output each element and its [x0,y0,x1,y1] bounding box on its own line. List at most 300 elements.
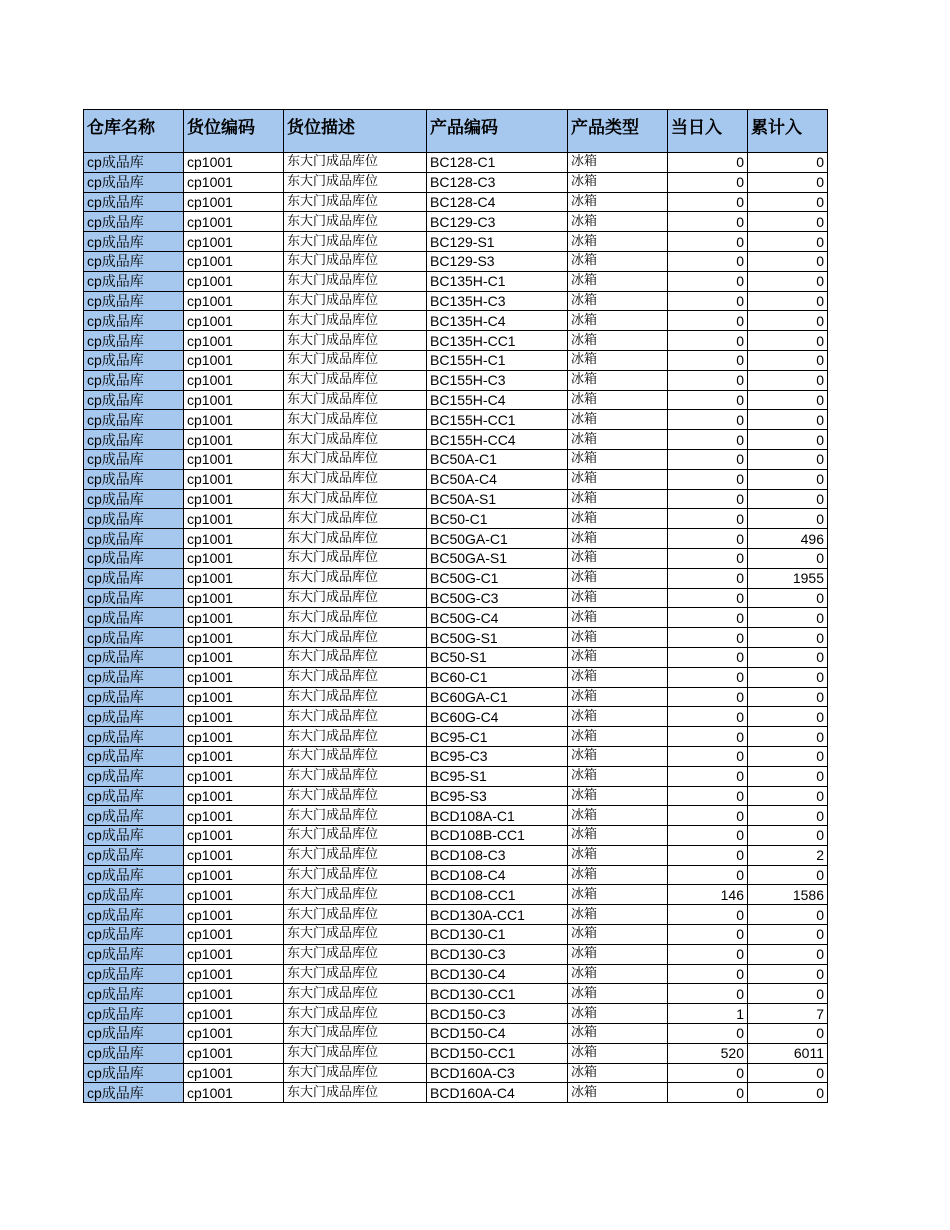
product-code-cell[interactable]: BC50A-S1 [427,489,568,509]
cumulative-in-cell[interactable]: 0 [748,1083,828,1103]
warehouse-name-cell[interactable]: cp成品库 [84,172,184,192]
warehouse-name-cell[interactable]: cp成品库 [84,153,184,173]
location-desc-cell[interactable]: 东大门成品库位 [284,350,427,370]
location-desc-cell[interactable]: 东大门成品库位 [284,469,427,489]
product-type-cell[interactable]: 冰箱 [568,449,668,469]
warehouse-name-cell[interactable]: cp成品库 [84,1004,184,1024]
warehouse-name-cell[interactable]: cp成品库 [84,529,184,549]
location-code-cell[interactable]: cp1001 [184,667,284,687]
cumulative-in-cell[interactable]: 0 [748,925,828,945]
cumulative-in-cell[interactable]: 0 [748,628,828,648]
location-desc-cell[interactable]: 东大门成品库位 [284,529,427,549]
location-code-cell[interactable]: cp1001 [184,548,284,568]
daily-in-cell[interactable]: 0 [668,628,748,648]
product-type-cell[interactable]: 冰箱 [568,271,668,291]
cumulative-in-cell[interactable]: 0 [748,430,828,450]
product-code-cell[interactable]: BC155H-C4 [427,390,568,410]
cumulative-in-cell[interactable]: 0 [748,786,828,806]
daily-in-cell[interactable]: 0 [668,707,748,727]
product-code-cell[interactable]: BC95-S3 [427,786,568,806]
product-type-cell[interactable]: 冰箱 [568,925,668,945]
daily-in-cell[interactable]: 0 [668,489,748,509]
warehouse-name-cell[interactable]: cp成品库 [84,350,184,370]
warehouse-name-cell[interactable]: cp成品库 [84,667,184,687]
product-type-cell[interactable]: 冰箱 [568,944,668,964]
location-desc-cell[interactable]: 东大门成品库位 [284,984,427,1004]
header-product-type[interactable]: 产品类型 [568,110,668,153]
location-desc-cell[interactable]: 东大门成品库位 [284,766,427,786]
product-type-cell[interactable]: 冰箱 [568,529,668,549]
location-desc-cell[interactable]: 东大门成品库位 [284,746,427,766]
warehouse-name-cell[interactable]: cp成品库 [84,984,184,1004]
header-location-code[interactable]: 货位编码 [184,110,284,153]
cumulative-in-cell[interactable]: 0 [748,1024,828,1044]
daily-in-cell[interactable]: 0 [668,370,748,390]
location-desc-cell[interactable]: 东大门成品库位 [284,806,427,826]
location-desc-cell[interactable]: 东大门成品库位 [284,232,427,252]
location-code-cell[interactable]: cp1001 [184,608,284,628]
cumulative-in-cell[interactable]: 0 [748,370,828,390]
cumulative-in-cell[interactable]: 0 [748,232,828,252]
warehouse-name-cell[interactable]: cp成品库 [84,746,184,766]
product-type-cell[interactable]: 冰箱 [568,647,668,667]
location-desc-cell[interactable]: 东大门成品库位 [284,944,427,964]
warehouse-name-cell[interactable]: cp成品库 [84,509,184,529]
cumulative-in-cell[interactable]: 0 [748,172,828,192]
location-code-cell[interactable]: cp1001 [184,964,284,984]
product-type-cell[interactable]: 冰箱 [568,311,668,331]
location-desc-cell[interactable]: 东大门成品库位 [284,311,427,331]
warehouse-name-cell[interactable]: cp成品库 [84,707,184,727]
location-desc-cell[interactable]: 东大门成品库位 [284,687,427,707]
cumulative-in-cell[interactable]: 0 [748,746,828,766]
warehouse-name-cell[interactable]: cp成品库 [84,271,184,291]
location-code-cell[interactable]: cp1001 [184,687,284,707]
location-code-cell[interactable]: cp1001 [184,727,284,747]
location-desc-cell[interactable]: 东大门成品库位 [284,548,427,568]
location-code-cell[interactable]: cp1001 [184,865,284,885]
location-desc-cell[interactable]: 东大门成品库位 [284,608,427,628]
location-desc-cell[interactable]: 东大门成品库位 [284,271,427,291]
product-code-cell[interactable]: BC128-C3 [427,172,568,192]
product-type-cell[interactable]: 冰箱 [568,707,668,727]
product-type-cell[interactable]: 冰箱 [568,727,668,747]
daily-in-cell[interactable]: 0 [668,153,748,173]
location-code-cell[interactable]: cp1001 [184,311,284,331]
daily-in-cell[interactable]: 0 [668,509,748,529]
daily-in-cell[interactable]: 0 [668,1024,748,1044]
daily-in-cell[interactable]: 0 [668,430,748,450]
daily-in-cell[interactable]: 0 [668,192,748,212]
location-code-cell[interactable]: cp1001 [184,370,284,390]
location-code-cell[interactable]: cp1001 [184,212,284,232]
location-desc-cell[interactable]: 东大门成品库位 [284,1063,427,1083]
product-code-cell[interactable]: BC60G-C4 [427,707,568,727]
location-desc-cell[interactable]: 东大门成品库位 [284,628,427,648]
location-code-cell[interactable]: cp1001 [184,588,284,608]
daily-in-cell[interactable]: 0 [668,964,748,984]
location-code-cell[interactable]: cp1001 [184,232,284,252]
daily-in-cell[interactable]: 0 [668,390,748,410]
cumulative-in-cell[interactable]: 0 [748,865,828,885]
product-type-cell[interactable]: 冰箱 [568,746,668,766]
daily-in-cell[interactable]: 0 [668,212,748,232]
header-warehouse-name[interactable]: 仓库名称 [84,110,184,153]
location-desc-cell[interactable]: 东大门成品库位 [284,865,427,885]
daily-in-cell[interactable]: 1 [668,1004,748,1024]
cumulative-in-cell[interactable]: 0 [748,291,828,311]
daily-in-cell[interactable]: 0 [668,766,748,786]
location-desc-cell[interactable]: 东大门成品库位 [284,647,427,667]
product-code-cell[interactable]: BCD130-CC1 [427,984,568,1004]
daily-in-cell[interactable]: 0 [668,449,748,469]
warehouse-name-cell[interactable]: cp成品库 [84,1063,184,1083]
product-type-cell[interactable]: 冰箱 [568,826,668,846]
cumulative-in-cell[interactable]: 0 [748,687,828,707]
daily-in-cell[interactable]: 0 [668,529,748,549]
location-desc-cell[interactable]: 东大门成品库位 [284,786,427,806]
cumulative-in-cell[interactable]: 0 [748,449,828,469]
daily-in-cell[interactable]: 0 [668,410,748,430]
product-code-cell[interactable]: BC50G-S1 [427,628,568,648]
product-type-cell[interactable]: 冰箱 [568,786,668,806]
warehouse-name-cell[interactable]: cp成品库 [84,489,184,509]
location-code-cell[interactable]: cp1001 [184,568,284,588]
warehouse-name-cell[interactable]: cp成品库 [84,469,184,489]
product-code-cell[interactable]: BC95-C1 [427,727,568,747]
product-type-cell[interactable]: 冰箱 [568,291,668,311]
daily-in-cell[interactable]: 0 [668,469,748,489]
location-code-cell[interactable]: cp1001 [184,1083,284,1103]
warehouse-name-cell[interactable]: cp成品库 [84,608,184,628]
product-code-cell[interactable]: BC155H-C1 [427,350,568,370]
daily-in-cell[interactable]: 0 [668,568,748,588]
product-type-cell[interactable]: 冰箱 [568,845,668,865]
product-code-cell[interactable]: BC135H-CC1 [427,331,568,351]
warehouse-name-cell[interactable]: cp成品库 [84,568,184,588]
warehouse-name-cell[interactable]: cp成品库 [84,390,184,410]
product-type-cell[interactable]: 冰箱 [568,865,668,885]
product-code-cell[interactable]: BC50G-C1 [427,568,568,588]
warehouse-name-cell[interactable]: cp成品库 [84,232,184,252]
location-desc-cell[interactable]: 东大门成品库位 [284,826,427,846]
header-cumulative-in[interactable]: 累计入 [748,110,828,153]
daily-in-cell[interactable]: 0 [668,984,748,1004]
cumulative-in-cell[interactable]: 0 [748,647,828,667]
warehouse-name-cell[interactable]: cp成品库 [84,291,184,311]
location-code-cell[interactable]: cp1001 [184,153,284,173]
location-code-cell[interactable]: cp1001 [184,291,284,311]
product-type-cell[interactable]: 冰箱 [568,984,668,1004]
product-code-cell[interactable]: BC50A-C4 [427,469,568,489]
location-code-cell[interactable]: cp1001 [184,489,284,509]
location-code-cell[interactable]: cp1001 [184,529,284,549]
warehouse-name-cell[interactable]: cp成品库 [84,251,184,271]
cumulative-in-cell[interactable]: 496 [748,529,828,549]
product-code-cell[interactable]: BC50G-C4 [427,608,568,628]
warehouse-name-cell[interactable]: cp成品库 [84,449,184,469]
product-type-cell[interactable]: 冰箱 [568,687,668,707]
warehouse-name-cell[interactable]: cp成品库 [84,786,184,806]
location-desc-cell[interactable]: 东大门成品库位 [284,707,427,727]
daily-in-cell[interactable]: 0 [668,172,748,192]
warehouse-name-cell[interactable]: cp成品库 [84,1083,184,1103]
cumulative-in-cell[interactable]: 2 [748,845,828,865]
daily-in-cell[interactable]: 0 [668,647,748,667]
location-desc-cell[interactable]: 东大门成品库位 [284,568,427,588]
cumulative-in-cell[interactable]: 0 [748,964,828,984]
location-desc-cell[interactable]: 东大门成品库位 [284,1083,427,1103]
daily-in-cell[interactable]: 0 [668,588,748,608]
location-desc-cell[interactable]: 东大门成品库位 [284,845,427,865]
product-type-cell[interactable]: 冰箱 [568,489,668,509]
cumulative-in-cell[interactable]: 0 [748,905,828,925]
location-desc-cell[interactable]: 东大门成品库位 [284,410,427,430]
location-code-cell[interactable]: cp1001 [184,172,284,192]
cumulative-in-cell[interactable]: 0 [748,727,828,747]
location-desc-cell[interactable]: 东大门成品库位 [284,390,427,410]
product-type-cell[interactable]: 冰箱 [568,1004,668,1024]
product-type-cell[interactable]: 冰箱 [568,390,668,410]
daily-in-cell[interactable]: 0 [668,845,748,865]
cumulative-in-cell[interactable]: 0 [748,271,828,291]
daily-in-cell[interactable]: 0 [668,1083,748,1103]
location-code-cell[interactable]: cp1001 [184,1024,284,1044]
daily-in-cell[interactable]: 0 [668,925,748,945]
product-type-cell[interactable]: 冰箱 [568,608,668,628]
cumulative-in-cell[interactable]: 0 [748,509,828,529]
daily-in-cell[interactable]: 0 [668,232,748,252]
cumulative-in-cell[interactable]: 0 [748,251,828,271]
product-code-cell[interactable]: BCD108B-CC1 [427,826,568,846]
cumulative-in-cell[interactable]: 0 [748,410,828,430]
product-type-cell[interactable]: 冰箱 [568,370,668,390]
location-desc-cell[interactable]: 东大门成品库位 [284,331,427,351]
product-type-cell[interactable]: 冰箱 [568,350,668,370]
location-desc-cell[interactable]: 东大门成品库位 [284,1004,427,1024]
product-code-cell[interactable]: BC135H-C4 [427,311,568,331]
location-code-cell[interactable]: cp1001 [184,1043,284,1063]
product-type-cell[interactable]: 冰箱 [568,588,668,608]
product-code-cell[interactable]: BC128-C4 [427,192,568,212]
location-desc-cell[interactable]: 东大门成品库位 [284,430,427,450]
warehouse-name-cell[interactable]: cp成品库 [84,311,184,331]
product-type-cell[interactable]: 冰箱 [568,885,668,905]
product-code-cell[interactable]: BCD130-C3 [427,944,568,964]
location-desc-cell[interactable]: 东大门成品库位 [284,212,427,232]
daily-in-cell[interactable]: 0 [668,291,748,311]
product-code-cell[interactable]: BCD108-CC1 [427,885,568,905]
location-code-cell[interactable]: cp1001 [184,469,284,489]
header-location-desc[interactable]: 货位描述 [284,110,427,153]
daily-in-cell[interactable]: 0 [668,786,748,806]
cumulative-in-cell[interactable]: 1586 [748,885,828,905]
location-code-cell[interactable]: cp1001 [184,271,284,291]
warehouse-name-cell[interactable]: cp成品库 [84,687,184,707]
product-type-cell[interactable]: 冰箱 [568,568,668,588]
product-code-cell[interactable]: BCD130-C1 [427,925,568,945]
product-type-cell[interactable]: 冰箱 [568,964,668,984]
location-desc-cell[interactable]: 东大门成品库位 [284,370,427,390]
warehouse-name-cell[interactable]: cp成品库 [84,905,184,925]
daily-in-cell[interactable]: 0 [668,865,748,885]
product-type-cell[interactable]: 冰箱 [568,1024,668,1044]
product-code-cell[interactable]: BC129-S1 [427,232,568,252]
product-type-cell[interactable]: 冰箱 [568,1063,668,1083]
cumulative-in-cell[interactable]: 0 [748,766,828,786]
product-type-cell[interactable]: 冰箱 [568,806,668,826]
product-code-cell[interactable]: BC50A-C1 [427,449,568,469]
location-desc-cell[interactable]: 东大门成品库位 [284,667,427,687]
warehouse-name-cell[interactable]: cp成品库 [84,845,184,865]
daily-in-cell[interactable]: 0 [668,944,748,964]
location-desc-cell[interactable]: 东大门成品库位 [284,925,427,945]
product-type-cell[interactable]: 冰箱 [568,251,668,271]
daily-in-cell[interactable]: 0 [668,727,748,747]
daily-in-cell[interactable]: 0 [668,1063,748,1083]
warehouse-name-cell[interactable]: cp成品库 [84,766,184,786]
warehouse-name-cell[interactable]: cp成品库 [84,865,184,885]
cumulative-in-cell[interactable]: 0 [748,350,828,370]
product-type-cell[interactable]: 冰箱 [568,548,668,568]
cumulative-in-cell[interactable]: 0 [748,331,828,351]
location-code-cell[interactable]: cp1001 [184,944,284,964]
location-code-cell[interactable]: cp1001 [184,984,284,1004]
product-type-cell[interactable]: 冰箱 [568,192,668,212]
daily-in-cell[interactable]: 0 [668,905,748,925]
warehouse-name-cell[interactable]: cp成品库 [84,410,184,430]
daily-in-cell[interactable]: 0 [668,331,748,351]
warehouse-name-cell[interactable]: cp成品库 [84,1024,184,1044]
daily-in-cell[interactable]: 0 [668,826,748,846]
cumulative-in-cell[interactable]: 0 [748,489,828,509]
warehouse-name-cell[interactable]: cp成品库 [84,370,184,390]
product-code-cell[interactable]: BCD150-C4 [427,1024,568,1044]
location-code-cell[interactable]: cp1001 [184,331,284,351]
location-code-cell[interactable]: cp1001 [184,449,284,469]
product-code-cell[interactable]: BC155H-CC1 [427,410,568,430]
daily-in-cell[interactable]: 0 [668,806,748,826]
header-product-code[interactable]: 产品编码 [427,110,568,153]
location-code-cell[interactable]: cp1001 [184,647,284,667]
location-code-cell[interactable]: cp1001 [184,628,284,648]
daily-in-cell[interactable]: 0 [668,687,748,707]
product-code-cell[interactable]: BCD108-C3 [427,845,568,865]
location-desc-cell[interactable]: 东大门成品库位 [284,509,427,529]
location-code-cell[interactable]: cp1001 [184,390,284,410]
product-code-cell[interactable]: BC155H-CC4 [427,430,568,450]
location-desc-cell[interactable]: 东大门成品库位 [284,1043,427,1063]
product-code-cell[interactable]: BC129-C3 [427,212,568,232]
warehouse-name-cell[interactable]: cp成品库 [84,647,184,667]
cumulative-in-cell[interactable]: 0 [748,806,828,826]
location-code-cell[interactable]: cp1001 [184,251,284,271]
warehouse-name-cell[interactable]: cp成品库 [84,192,184,212]
warehouse-name-cell[interactable]: cp成品库 [84,944,184,964]
product-code-cell[interactable]: BCD150-C3 [427,1004,568,1024]
cumulative-in-cell[interactable]: 0 [748,984,828,1004]
product-code-cell[interactable]: BC50G-C3 [427,588,568,608]
location-code-cell[interactable]: cp1001 [184,509,284,529]
location-desc-cell[interactable]: 东大门成品库位 [284,588,427,608]
cumulative-in-cell[interactable]: 0 [748,707,828,727]
warehouse-name-cell[interactable]: cp成品库 [84,1043,184,1063]
daily-in-cell[interactable]: 0 [668,667,748,687]
daily-in-cell[interactable]: 0 [668,608,748,628]
location-code-cell[interactable]: cp1001 [184,885,284,905]
location-code-cell[interactable]: cp1001 [184,192,284,212]
product-code-cell[interactable]: BC50-C1 [427,509,568,529]
warehouse-name-cell[interactable]: cp成品库 [84,925,184,945]
product-code-cell[interactable]: BC95-S1 [427,766,568,786]
cumulative-in-cell[interactable]: 0 [748,311,828,331]
location-desc-cell[interactable]: 东大门成品库位 [284,885,427,905]
product-code-cell[interactable]: BC128-C1 [427,153,568,173]
location-desc-cell[interactable]: 东大门成品库位 [284,153,427,173]
cumulative-in-cell[interactable]: 0 [748,469,828,489]
product-code-cell[interactable]: BCD108A-C1 [427,806,568,826]
product-code-cell[interactable]: BC60-C1 [427,667,568,687]
product-code-cell[interactable]: BC135H-C1 [427,271,568,291]
warehouse-name-cell[interactable]: cp成品库 [84,430,184,450]
cumulative-in-cell[interactable]: 0 [748,192,828,212]
location-code-cell[interactable]: cp1001 [184,350,284,370]
warehouse-name-cell[interactable]: cp成品库 [84,806,184,826]
product-type-cell[interactable]: 冰箱 [568,766,668,786]
location-desc-cell[interactable]: 东大门成品库位 [284,727,427,747]
cumulative-in-cell[interactable]: 0 [748,944,828,964]
daily-in-cell[interactable]: 0 [668,311,748,331]
location-code-cell[interactable]: cp1001 [184,430,284,450]
cumulative-in-cell[interactable]: 0 [748,1063,828,1083]
product-code-cell[interactable]: BCD160A-C3 [427,1063,568,1083]
cumulative-in-cell[interactable]: 1955 [748,568,828,588]
location-desc-cell[interactable]: 东大门成品库位 [284,905,427,925]
daily-in-cell[interactable]: 0 [668,251,748,271]
cumulative-in-cell[interactable]: 0 [748,608,828,628]
product-code-cell[interactable]: BC60GA-C1 [427,687,568,707]
product-code-cell[interactable]: BCD150-CC1 [427,1043,568,1063]
location-desc-cell[interactable]: 东大门成品库位 [284,449,427,469]
cumulative-in-cell[interactable]: 0 [748,548,828,568]
warehouse-name-cell[interactable]: cp成品库 [84,588,184,608]
cumulative-in-cell[interactable]: 0 [748,153,828,173]
product-type-cell[interactable]: 冰箱 [568,469,668,489]
product-code-cell[interactable]: BCD160A-C4 [427,1083,568,1103]
header-daily-in[interactable]: 当日入 [668,110,748,153]
location-code-cell[interactable]: cp1001 [184,806,284,826]
cumulative-in-cell[interactable]: 0 [748,212,828,232]
product-type-cell[interactable]: 冰箱 [568,212,668,232]
location-code-cell[interactable]: cp1001 [184,826,284,846]
product-type-cell[interactable]: 冰箱 [568,1043,668,1063]
product-code-cell[interactable]: BC155H-C3 [427,370,568,390]
product-code-cell[interactable]: BCD130A-CC1 [427,905,568,925]
product-code-cell[interactable]: BC95-C3 [427,746,568,766]
location-desc-cell[interactable]: 东大门成品库位 [284,964,427,984]
location-code-cell[interactable]: cp1001 [184,845,284,865]
location-code-cell[interactable]: cp1001 [184,766,284,786]
cumulative-in-cell[interactable]: 0 [748,588,828,608]
daily-in-cell[interactable]: 0 [668,548,748,568]
product-type-cell[interactable]: 冰箱 [568,430,668,450]
location-desc-cell[interactable]: 东大门成品库位 [284,291,427,311]
warehouse-name-cell[interactable]: cp成品库 [84,212,184,232]
daily-in-cell[interactable]: 0 [668,350,748,370]
daily-in-cell[interactable]: 146 [668,885,748,905]
product-code-cell[interactable]: BC135H-C3 [427,291,568,311]
warehouse-name-cell[interactable]: cp成品库 [84,826,184,846]
